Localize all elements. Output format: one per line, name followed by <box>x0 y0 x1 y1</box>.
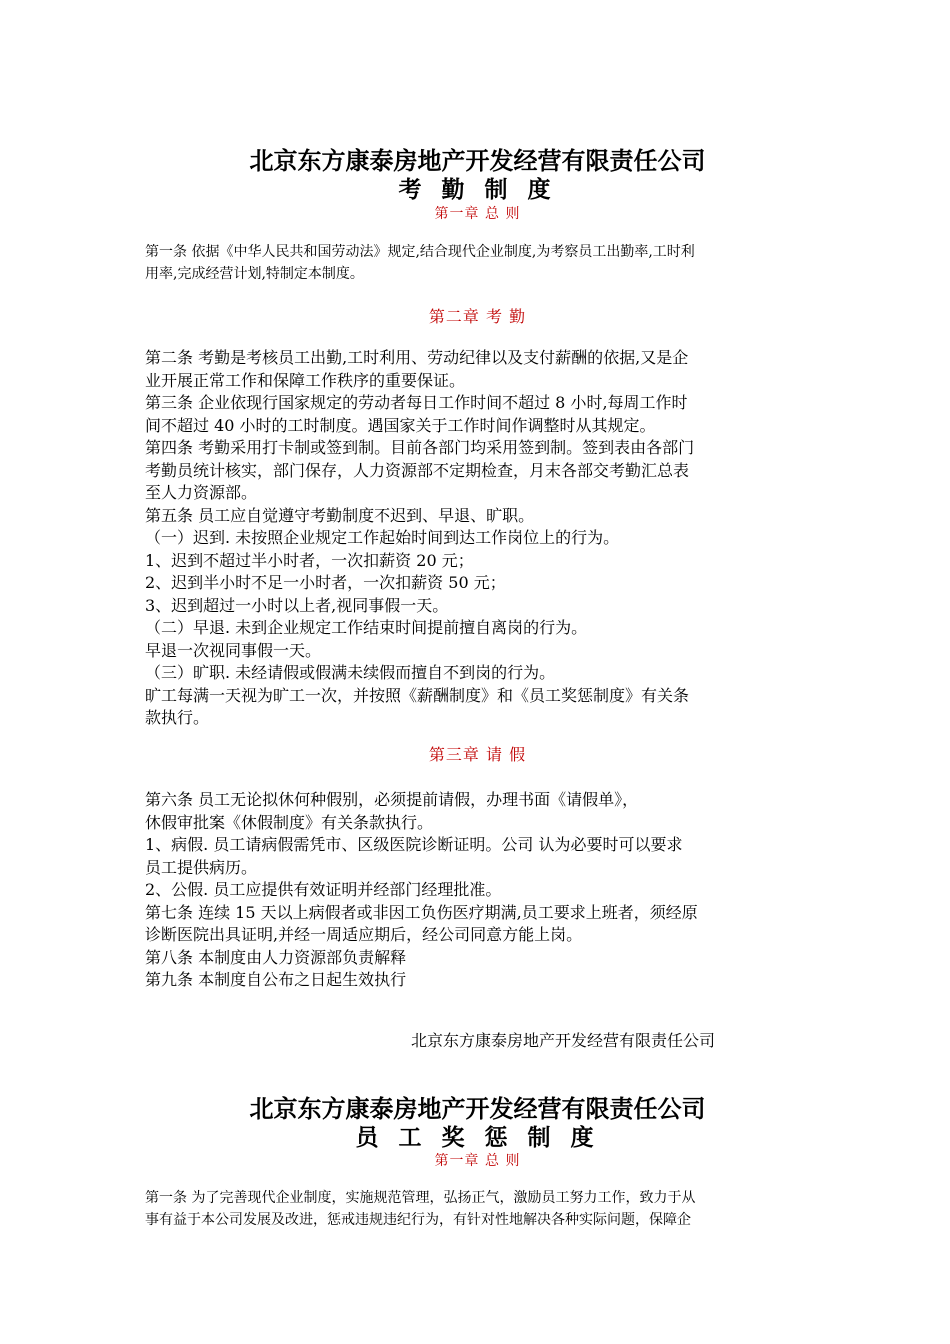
text-line: 第一条 为了完善现代企业制度，实施规范管理，弘扬正气，激励员工努力工作，致力于从 <box>145 1190 696 1206</box>
chapter-heading: 第一章 总 则 <box>434 1153 521 1169</box>
text-line: 事有益于本公司发展及改进，惩戒违规违纪行为，有针对性地解决各种实际问题，保障企 <box>145 1212 691 1228</box>
text-line: 第四条 考勤采用打卡制或签到制。目前各部门均采用签到制。签到表由各部门 <box>145 438 695 457</box>
chapter-heading: 第三章 请 假 <box>428 745 527 764</box>
text-line: 第七条 连续 15 天以上病假者或非因工负伤医疗期满,员工要求上班者，须经原 <box>145 902 698 922</box>
text-line: 考勤员统计核实，部门保存，人力资源部不定期检查，月末各部交考勤汇总表 <box>145 460 690 480</box>
paragraph-general <box>145 241 810 285</box>
text-line: 第五条 员工应自觉遵守考勤制度不迟到、早退、旷职。 <box>145 505 535 525</box>
text-line: 用率,完成经营计划,特制定本制度。 <box>145 266 364 282</box>
text-line: （二）早退. 未到企业规定工作结束时间提前擅自离岗的行为。 <box>145 618 588 637</box>
text-line: 第八条 本制度由人力资源部负责解释 <box>145 947 407 967</box>
paragraph-reward-general <box>145 1187 810 1231</box>
text-line: （一）迟到. 未按照企业规定工作起始时间到达工作岗位上的行为。 <box>145 528 620 547</box>
text-line: 业开展正常工作和保障工作秩序的重要保证。 <box>145 370 466 390</box>
company-title: 北京东方康泰房地产开发经营有限责任公司 <box>249 1095 706 1123</box>
chapter-heading: 第二章 考 勤 <box>428 307 527 326</box>
text-line: 第九条 本制度自公布之日起生效执行 <box>145 970 407 989</box>
text-line: 第六条 员工无论拟休何种假别，必须提前请假，办理书面《请假单》， <box>145 790 639 809</box>
text-line: 款执行。 <box>145 708 210 727</box>
text-line: 第一条 依据《中华人民共和国劳动法》规定,结合现代企业制度,为考察员工出勤率,工时利 <box>145 244 695 260</box>
text-line: 3、迟到超过一小时以上者,视同事假一天。 <box>145 595 449 615</box>
text-line: （三）旷职. 未经请假或假满未续假而擅自不到岗的行为。 <box>145 663 556 682</box>
text-line: 1、病假. 员工请病假需凭市、区级医院诊断证明。公司 认为必要时可以要求 <box>145 835 683 854</box>
text-line: 诊断医院出具证明,并经一周适应期后，经公司同意方能上岗。 <box>145 925 583 944</box>
text-line: 休假审批案《休假制度》有关条款执行。 <box>145 812 434 832</box>
text-line: 早退一次视同事假一天。 <box>145 640 322 660</box>
chapter-heading: 第一章 总 则 <box>434 206 521 222</box>
text-line: 间不超过 40 小时的工时制度。遇国家关于工作时间作调整时从其规定。 <box>145 415 656 435</box>
paragraph-leave <box>145 789 810 992</box>
text-line: 员工提供病历。 <box>145 857 258 877</box>
paragraph-attendance <box>145 347 810 730</box>
attendance-policy-title: 考 勤 制 度 <box>398 177 557 203</box>
signature-company: 北京东方康泰房地产开发经营有限责任公司 <box>411 1031 716 1050</box>
text-line: 旷工每满一天视为旷工一次，并按照《薪酬制度》和《员工奖惩制度》有关条 <box>145 685 690 705</box>
text-line: 第三条 企业依现行国家规定的劳动者每日工作时间不超过 8 小时,每周工作时 <box>145 393 688 412</box>
text-line: 2、迟到半小时不足一小时者，一次扣薪资 50 元； <box>145 573 506 592</box>
company-title: 北京东方康泰房地产开发经营有限责任公司 <box>249 147 706 175</box>
text-line: 至人力资源部。 <box>145 483 258 502</box>
text-line: 1、迟到不超过半小时者，一次扣薪资 20 元； <box>145 550 474 570</box>
reward-penalty-policy-title: 员 工 奖 惩 制 度 <box>355 1125 600 1151</box>
text-line: 第二条 考勤是考核员工出勤,工时利用、劳动纪律以及支付薪酬的依据,又是企 <box>145 348 689 367</box>
text-line: 2、公假. 员工应提供有效证明并经部门经理批准。 <box>145 880 502 899</box>
